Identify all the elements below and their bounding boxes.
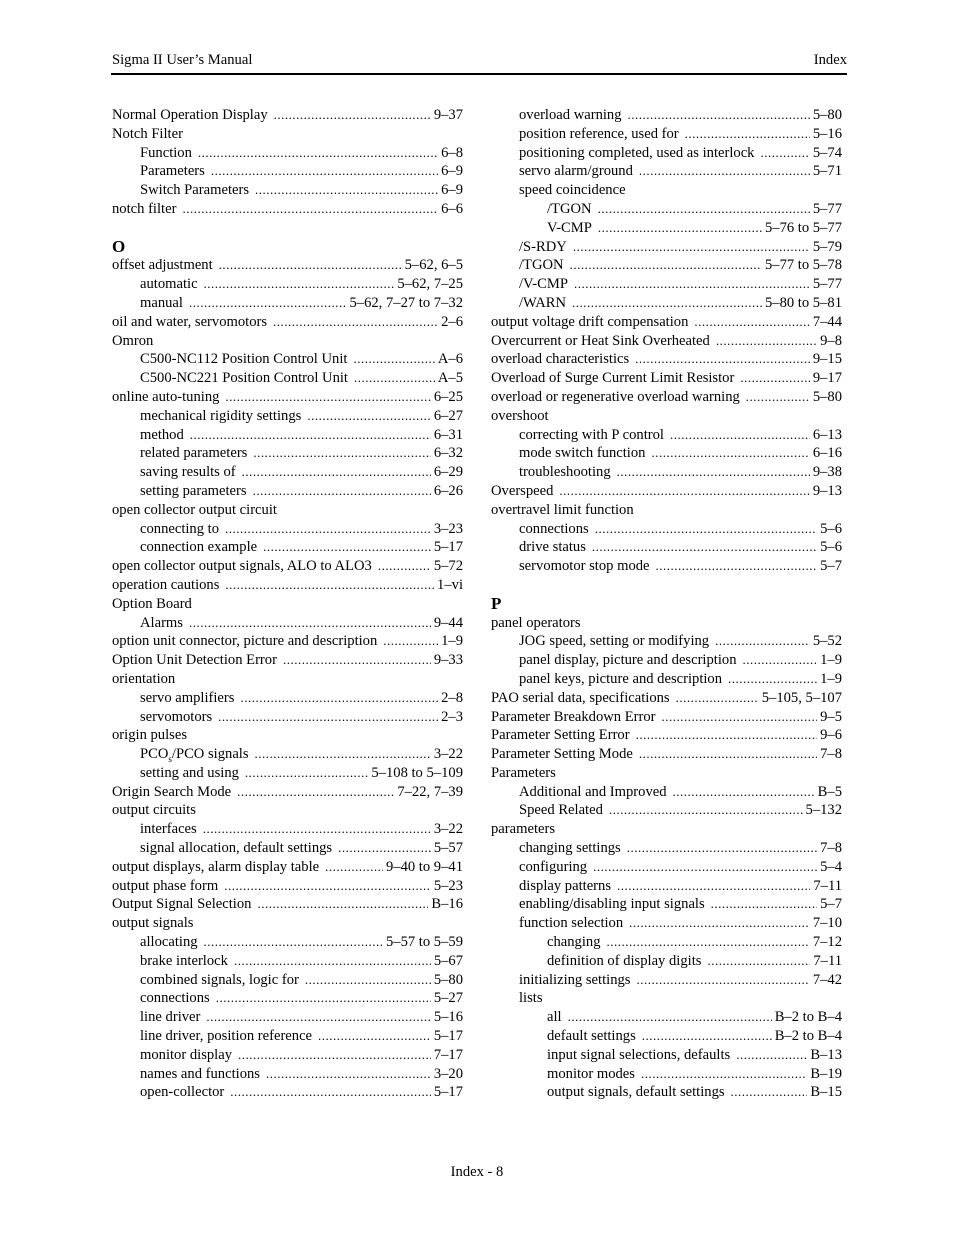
index-entry: output displays, alarm display table ..... 9–40 to 9–41 — [112, 858, 463, 877]
index-heading: Option Board — [112, 595, 192, 612]
index-entry: panel display, picture and description ..... 1–9 — [491, 651, 842, 670]
index-entry: Parameter Setting Error ..... 9–6 — [491, 726, 842, 745]
index-entry: Switch Parameters ..... 6–9 — [112, 181, 463, 200]
index-entry: monitor display ..... 7–17 — [112, 1046, 463, 1065]
index-entry: function selection ..... 7–10 — [491, 914, 842, 933]
index-entry: display patterns ..... 7–11 — [491, 877, 842, 896]
index-entry: $PCO_s$/PCO signals ..... 3–22 — [112, 745, 463, 764]
index-entry: line driver, position reference ..... 5–17 — [112, 1027, 463, 1046]
index-entry: default settings ..... B–2 to B–4 — [491, 1027, 842, 1046]
index-entry: position reference, used for ..... 5–16 — [491, 125, 842, 144]
index-entry: open collector output signals, ALO to ALO3 ..... 5–72 — [112, 557, 463, 576]
index-entry: setting parameters ..... 6–26 — [112, 482, 463, 501]
index-entry: Additional and Improved ..... B–5 — [491, 783, 842, 802]
index-entry: Alarms ..... 9–44 — [112, 614, 463, 633]
index-entry: overload characteristics ..... 9–15 — [491, 350, 842, 369]
index-entry: Function ..... 6–8 — [112, 144, 463, 163]
index-column-right — [491, 106, 842, 1102]
index-entry: offset adjustment ..... 5–62, 6–5 — [112, 256, 463, 275]
index-entry: signal allocation, default settings ..... 5–57 — [112, 839, 463, 858]
index-entry: changing ..... 7–12 — [491, 933, 842, 952]
index-heading: origin pulses — [112, 727, 187, 744]
index-entry: Overload of Surge Current Limit Resistor ..... 9–17 — [491, 369, 842, 388]
index-heading: open collector output circuit — [112, 501, 277, 518]
manual-title: Sigma II User’s Manual — [112, 52, 253, 68]
index-entry: /V-CMP ..... 5–77 — [491, 275, 842, 294]
section-letter-o: O — [112, 236, 126, 256]
page-number: Index - 8 — [450, 1164, 504, 1180]
index-entry: correcting with P control ..... 6–13 — [491, 426, 842, 445]
index-entry: configuring ..... 5–4 — [491, 858, 842, 877]
index-heading: Parameters — [491, 764, 556, 781]
index-entry: Output Signal Selection ..... B–16 — [112, 895, 463, 914]
index-heading: panel operators — [491, 614, 581, 631]
index-entry: servo amplifiers ..... 2–8 — [112, 689, 463, 708]
index-entry: online auto-tuning ..... 6–25 — [112, 388, 463, 407]
index-entry: troubleshooting ..... 9–38 — [491, 463, 842, 482]
index-entry: connection example ..... 5–17 — [112, 538, 463, 557]
index-entry: Origin Search Mode ..... 7–22, 7–39 — [112, 783, 463, 802]
index-heading: output signals — [112, 915, 194, 932]
index-entry: mode switch function ..... 6–16 — [491, 444, 842, 463]
index-entry: saving results of ..... 6–29 — [112, 463, 463, 482]
index-entry: servomotor stop mode ..... 5–7 — [491, 557, 842, 576]
index-heading: lists — [519, 990, 543, 1007]
index-entry: option unit connector, picture and description ..... 1–9 — [112, 632, 463, 651]
index-entry: C500-NC221 Position Control Unit ..... A–5 — [112, 369, 463, 388]
index-entry: enabling/disabling input signals ..... 5–7 — [491, 895, 842, 914]
section-letter-p: P — [491, 593, 502, 613]
index-entry: manual ..... 5–62, 7–27 to 7–32 — [112, 294, 463, 313]
index-entry: servomotors ..... 2–3 — [112, 708, 463, 727]
index-entry: /TGON ..... 5–77 — [491, 200, 842, 219]
index-entry: /TGON ..... 5–77 to 5–78 — [491, 256, 842, 275]
index-heading: output circuits — [112, 802, 196, 819]
index-heading: orientation — [112, 670, 176, 687]
index-entry: automatic ..... 5–62, 7–25 — [112, 275, 463, 294]
page-header — [111, 51, 847, 75]
index-entry: all ..... B–2 to B–4 — [491, 1008, 842, 1027]
index-entry: changing settings ..... 7–8 — [491, 839, 842, 858]
index-entry: monitor modes ..... B–19 — [491, 1065, 842, 1084]
index-entry: allocating ..... 5–57 to 5–59 — [112, 933, 463, 952]
index-entry: panel keys, picture and description ..... 1–9 — [491, 670, 842, 689]
index-entry: output phase form ..... 5–23 — [112, 877, 463, 896]
index-entry: /S-RDY ..... 5–79 — [491, 238, 842, 257]
index-entry: Speed Related ..... 5–132 — [491, 801, 842, 820]
index-entry: overload warning ..... 5–80 — [491, 106, 842, 125]
index-entry: open-collector ..... 5–17 — [112, 1083, 463, 1102]
index-entry: connecting to ..... 3–23 — [112, 520, 463, 539]
index-entry: names and functions ..... 3–20 — [112, 1065, 463, 1084]
index-entry: positioning completed, used as interlock ..... 5–74 — [491, 144, 842, 163]
index-entry: /WARN ..... 5–80 to 5–81 — [491, 294, 842, 313]
index-entry: Normal Operation Display ..... 9–37 — [112, 106, 463, 125]
index-entry: JOG speed, setting or modifying ..... 5–52 — [491, 632, 842, 651]
index-entry: notch filter ..... 6–6 — [112, 200, 463, 219]
index-entry: C500-NC112 Position Control Unit ..... A–6 — [112, 350, 463, 369]
index-entry: definition of display digits ..... 7–11 — [491, 952, 842, 971]
index-entry: setting and using ..... 5–108 to 5–109 — [112, 764, 463, 783]
index-entry: servo alarm/ground ..... 5–71 — [491, 162, 842, 181]
index-entry: interfaces ..... 3–22 — [112, 820, 463, 839]
index-entry: operation cautions ..... 1–vi — [112, 576, 463, 595]
index-entry: related parameters ..... 6–32 — [112, 444, 463, 463]
index-entry: connections ..... 5–6 — [491, 520, 842, 539]
index-entry: Parameter Breakdown Error ..... 9–5 — [491, 708, 842, 727]
index-heading: Omron — [112, 332, 154, 349]
index-entry: method ..... 6–31 — [112, 426, 463, 445]
index-entry: output signals, default settings ..... B–15 — [491, 1083, 842, 1102]
index-column-left — [112, 106, 463, 1102]
index-entry: initializing settings ..... 7–42 — [491, 971, 842, 990]
index-entry: mechanical rigidity settings ..... 6–27 — [112, 407, 463, 426]
index-entry: drive status ..... 5–6 — [491, 538, 842, 557]
index-entry: oil and water, servomotors ..... 2–6 — [112, 313, 463, 332]
index-entry: line driver ..... 5–16 — [112, 1008, 463, 1027]
index-entry: V-CMP ..... 5–76 to 5–77 — [491, 219, 842, 238]
index-entry: connections ..... 5–27 — [112, 989, 463, 1008]
index-entry: combined signals, logic for ..... 5–80 — [112, 971, 463, 990]
index-entry: brake interlock ..... 5–67 — [112, 952, 463, 971]
index-entry: PAO serial data, specifications ..... 5–105, 5–107 — [491, 689, 842, 708]
index-entry: Parameters ..... 6–9 — [112, 162, 463, 181]
index-entry: output voltage drift compensation ..... 7–44 — [491, 313, 842, 332]
index-entry: Overcurrent or Heat Sink Overheated ..... 9–8 — [491, 332, 842, 351]
index-heading: Notch Filter — [112, 125, 183, 142]
index-heading: overtravel limit function — [491, 501, 634, 518]
index-heading: parameters — [491, 821, 556, 838]
index-entry: input signal selections, defaults ..... B–13 — [491, 1046, 842, 1065]
section-title: Index — [813, 52, 847, 68]
index-entry: Overspeed ..... 9–13 — [491, 482, 842, 501]
index-entry: overload or regenerative overload warning ..... 5–80 — [491, 388, 842, 407]
index-heading: speed coincidence — [519, 182, 626, 199]
index-entry: Parameter Setting Mode ..... 7–8 — [491, 745, 842, 764]
index-heading: overshoot — [491, 407, 549, 424]
index-entry: Option Unit Detection Error ..... 9–33 — [112, 651, 463, 670]
